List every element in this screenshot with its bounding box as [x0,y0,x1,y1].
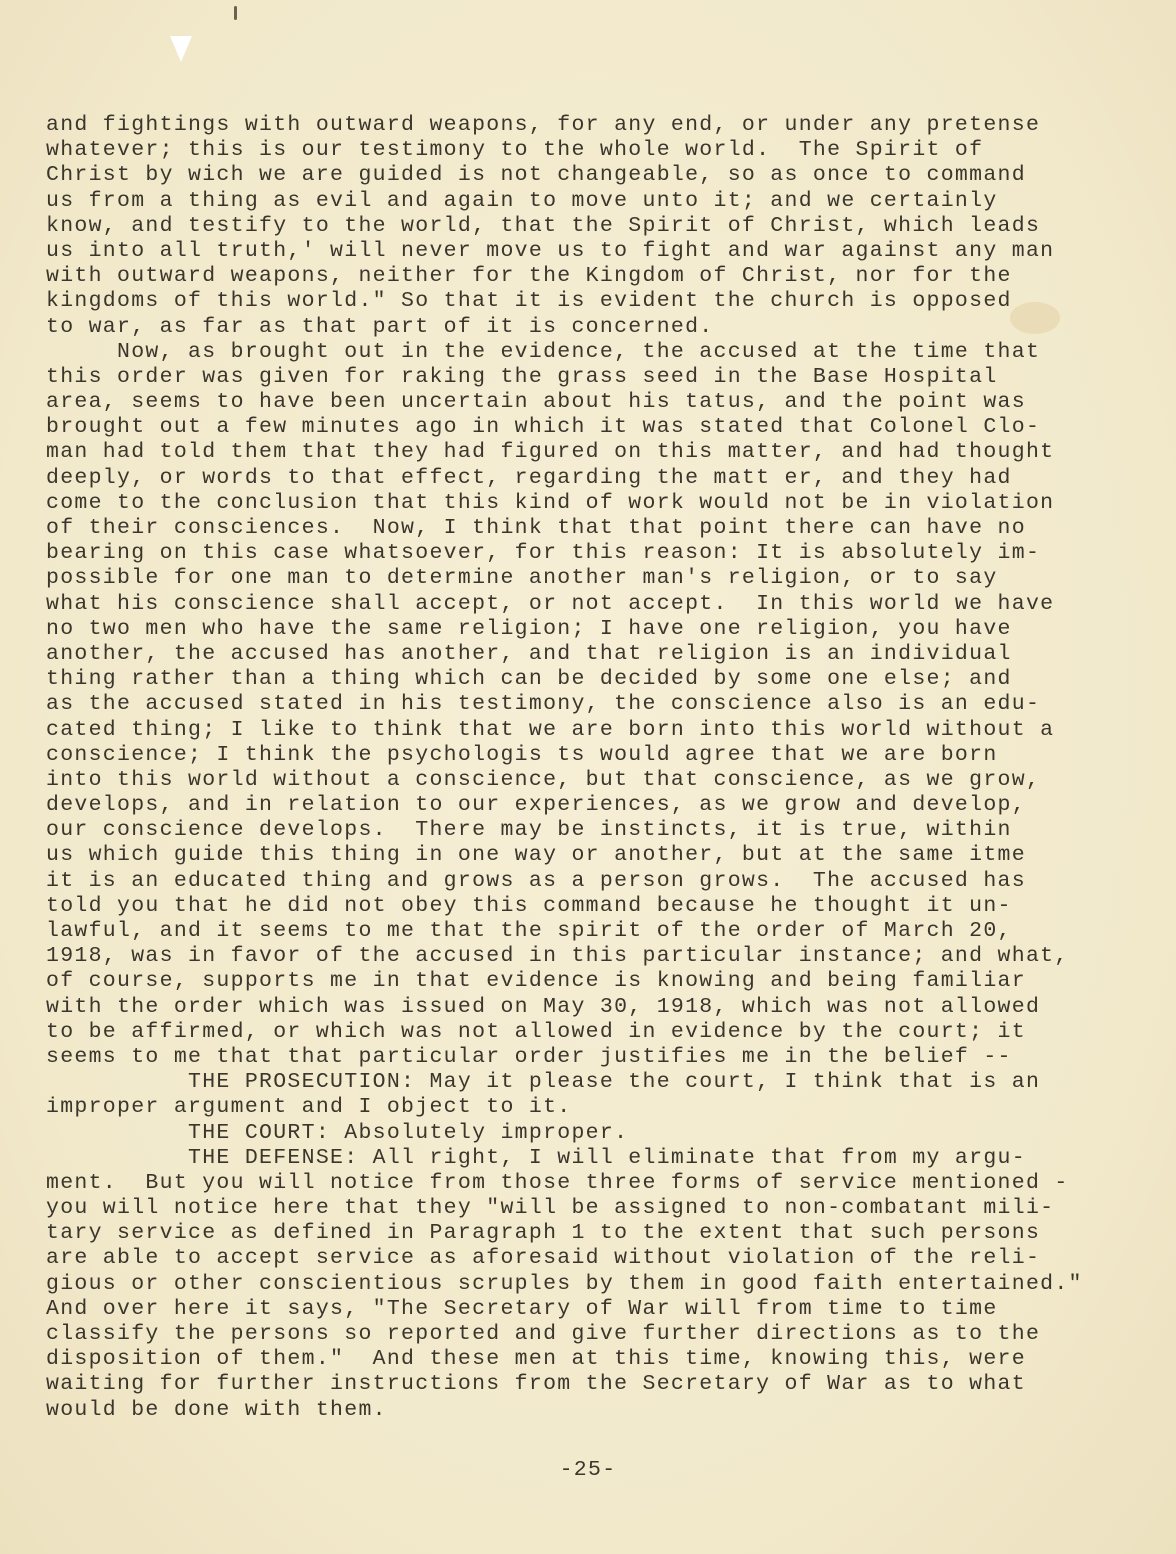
body-text [46,113,1126,1423]
text-line: THE PROSECUTION: May it please the court, I think that is an [46,1070,1041,1095]
text-line: THE COURT: Absolutely improper. [46,1120,629,1145]
text-line: kingdoms of this world." So that it is evident the church is opposed [46,289,1012,314]
text-line: no two men who have the same religion; I have one religion, you have [46,616,1012,641]
text-line: improper argument and I object to it. [46,1095,572,1120]
text-line: classify the persons so reported and give further directions as to the [46,1322,1041,1346]
text-line: us from a thing as evil and again to move unto it; and we certainly [46,188,998,213]
text-line: tary service as defined in Paragraph 1 to the extent that such persons [46,1221,1041,1246]
text-line: disposition of them." And these men at this time, knowing this, were [46,1347,1026,1372]
text-line: cated thing; I like to think that we are born into this world without a [46,717,1055,742]
text-line: another, the accused has another, and that religion is an individual [46,641,1012,666]
text-line: THE DEFENSE: All right, I will eliminate that from my argu- [46,1145,1026,1170]
text-line: would be done with them. [46,1397,387,1422]
text-line: deeply, or words to that effect, regarding the matt er, and they had [46,465,1012,490]
text-line: area, seems to have been uncertain about his tatus, and the point was [46,390,1026,415]
text-line: you will notice here that they "will be assigned to non-combatant mili- [46,1196,1055,1221]
page-number: -25- [559,1458,617,1482]
text-line: Now, as brought out in the evidence, the accused at the time that [46,339,1041,364]
punch-hole [170,36,192,62]
text-line: into this world without a conscience, but that conscience, as we grow, [46,767,1041,792]
text-line: told you that he did not obey this command because he thought it un- [46,893,1012,918]
text-line: us which guide this thing in one way or another, but at the same itme [46,843,1026,868]
text-line: with the order which was issued on May 30, 1918, which was not allowed [46,994,1041,1019]
text-line: conscience; I think the psychologis ts would agree that we are born [46,742,998,767]
text-line: 1918, was in favor of the accused in this particular instance; and what, [46,944,1069,969]
text-line: possible for one man to determine another man's religion, or to say [46,566,998,591]
text-line: our conscience develops. There may be instincts, it is true, within [46,818,1012,843]
text-line: seems to me that that particular order justifies me in the belief -- [46,1044,1012,1069]
text-line: of their consciences. Now, I think that that point there can have no [46,516,1026,540]
text-line: to be affirmed, or which was not allowed in evidence by the court; it [46,1019,1026,1044]
text-line: thing rather than a thing which can be decided by some one else; and [46,667,1012,692]
text-line: to war, as far as that part of it is concerned. [46,314,714,339]
text-line: ment. But you will notice from those three forms of service mentioned - [46,1170,1069,1195]
ink-mark [234,6,237,20]
text-line: as the accused stated in his testimony, the conscience also is an edu- [46,692,1041,717]
text-line: know, and testify to the world, that the Spirit of Christ, which leads [46,213,1041,238]
text-line: it is an educated thing and grows as a person grows. The accused has [46,868,1026,893]
text-line: us into all truth,' will never move us to fight and war against any man [46,238,1055,263]
text-line: this order was given for raking the grass seed in the Base Hospital [46,364,998,389]
text-line: develops, and in relation to our experiences, as we grow and develop, [46,793,1026,818]
text-line: are able to accept service as aforesaid without violation of the reli- [46,1246,1041,1271]
text-line: lawful, and it seems to me that the spirit of the order of March 20, [46,919,1012,943]
text-line: come to the conclusion that this kind of work would not be in violation [46,490,1055,515]
text-line: whatever; this is our testimony to the whole world. The Spirit of [46,138,984,163]
text-line: gious or other conscientious scruples by them in good faith entertained." [46,1271,1083,1296]
text-line: and fightings with outward weapons, for any end, or under any pretense [46,113,1041,137]
text-line: brought out a few minutes ago in which it was stated that Colonel Clo- [46,415,1041,440]
text-line: man had told them that they had figured on this matter, and had thought [46,440,1055,465]
text-line: Christ by wich we are guided is not changeable, so as once to command [46,163,1026,188]
text-line: with outward weapons, neither for the Kingdom of Christ, nor for the [46,264,1012,289]
text-line: bearing on this case whatsoever, for this reason: It is absolutely im- [46,541,1041,566]
text-line: And over here it says, "The Secretary of War will from time to time [46,1296,998,1321]
text-line: waiting for further instructions from the Secretary of War as to what [46,1372,1026,1397]
text-line: what his conscience shall accept, or not accept. In this world we have [46,591,1055,616]
text-line: of course, supports me in that evidence is knowing and being familiar [46,969,1026,994]
